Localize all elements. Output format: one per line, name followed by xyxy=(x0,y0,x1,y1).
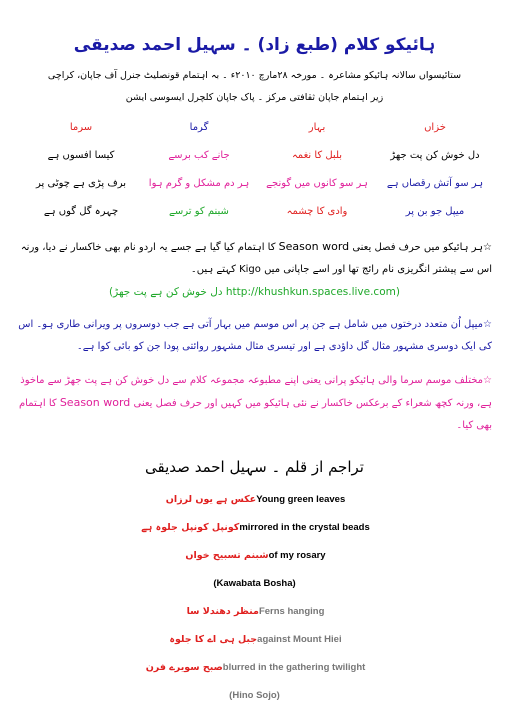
haiku-line-6 xyxy=(0,634,509,645)
grid-cell: جانے کب برسے xyxy=(168,150,230,161)
grid-cell: بلبل کا نغمہ xyxy=(291,150,343,161)
grid-cell: ہر سو کانوں میں گونجے xyxy=(266,178,368,189)
season-word-term-2: Season word xyxy=(59,396,131,409)
subtitle-organizers: زیر اہتمام جاپان ثقافتی مرکز ۔ پاک جاپان کلچرل ایسوسی ایشن xyxy=(125,92,384,103)
grid-cell: برف پڑی ہے چوٹی پر xyxy=(36,178,126,189)
haiku-english: Ferns hanging xyxy=(258,606,325,617)
haiku-urdu: منظر دھندلا سا xyxy=(186,606,259,617)
haiku-english: against Mount Hiei xyxy=(257,634,342,645)
haiku-line-2 xyxy=(0,522,509,533)
subtitle-event: ستائیسواں سالانہ ہائیکو مشاعرہ ۔ مورخہ ۲۸مارچ ۲۰۱۰ء ۔ بہ اہتمام قونصلیٹ جنرل آف جاپان، کراچی xyxy=(47,70,462,81)
season-winter: سرما xyxy=(69,122,93,133)
haiku-line-7 xyxy=(0,662,509,673)
haiku-line-8 xyxy=(0,690,509,701)
grid-cell: شبنم کو ترسے xyxy=(169,206,229,217)
haiku-urdu: شبنم تسبیح خواں xyxy=(185,550,269,561)
note-season-word xyxy=(18,236,492,281)
haiku-grid-row-3 xyxy=(22,206,494,226)
haiku-line-4 xyxy=(0,578,509,589)
grid-cell: کیسا افسوں ہے xyxy=(47,150,115,161)
translations-heading: تراجم از قلم ۔ سہیل احمد صدیقی xyxy=(145,458,364,476)
haiku-english: of my rosary xyxy=(268,550,326,561)
blog-link[interactable]: (دل خوش کن ہے پت جھڑ http://khushkun.spaces.live.com) xyxy=(109,286,400,298)
haiku-line-3 xyxy=(0,550,509,561)
grid-cell: چہرہ گل گوں ہے xyxy=(43,206,119,217)
haiku-grid-row-1 xyxy=(22,150,494,170)
grid-cell: ہر دم مشکل و گرم ہوا xyxy=(148,178,250,189)
haiku-line-1 xyxy=(0,494,509,505)
haiku-attribution: (Kawabata Bosha) xyxy=(213,578,296,589)
haiku-urdu: عکس ہے یوں لرزاں xyxy=(165,494,257,505)
haiku-english: mirrored in the crystal beads xyxy=(239,522,370,533)
haiku-urdu: کونپل کونپل جلوہ ہے xyxy=(141,522,240,533)
season-header-row xyxy=(22,122,494,142)
haiku-urdu: جبل ہی اے کا جلوہ xyxy=(169,634,258,645)
haiku-line-5 xyxy=(0,606,509,617)
grid-cell: ہر سو آتش رقصاں ہے xyxy=(386,178,484,189)
note-season-word-after: کا اہتمام کیا گیا ہے جسے یہ اردو نام بھی خاکسار نے دیا، ورنہ اس سے پیشتر انگریزی نام رائج تھا اور اسے جاپانی میں Kigo کہتے ہیں۔ xyxy=(20,242,492,275)
page-title: ہائیکو کلام (طبع زاد) ۔ سہیل احمد صدیقی xyxy=(73,35,436,55)
note-winter-after: کا اہتمام بھی کیا۔ xyxy=(18,398,492,431)
grid-cell: وادی کا چشمہ xyxy=(286,206,348,217)
season-autumn: خزاں xyxy=(424,122,446,133)
note-winter-before: ☆مختلف موسم سرما والی ہائیکو پرانی یعنی اپنے مطبوعہ مجموعہ کلام سے دل خوش کن ہے پت جھڑ سے ماخوذ ہے، ورنہ کچھ شعراء کے برعکس خاکسار نے نئی ہائیکو میں کہیں اور حرف فصل یعنی xyxy=(20,375,492,409)
haiku-english: Young green leaves xyxy=(256,494,346,505)
haiku-attribution: (Hino Sojo) xyxy=(229,690,280,701)
season-summer: گرما xyxy=(189,122,209,133)
season-spring: بہار xyxy=(308,122,326,133)
haiku-english: blurred in the gathering twilight xyxy=(222,662,366,673)
haiku-grid-row-2 xyxy=(22,178,494,198)
season-word-term: Season word xyxy=(278,240,350,253)
note-maple: ☆میپل اُن متعدد درختوں میں شامل ہے جن پر اس موسم میں بہار آتی ہے جب دوسروں پر ویرانی طاری ہو۔ اس کی ایک دوسری مشہور مثال گل داؤدی ہے اور تیسری مثال مشہور روائتی پودا جن کو بائی کوا ہے۔ xyxy=(18,319,492,352)
grid-cell: دل خوش کن پت جھڑ xyxy=(390,150,480,161)
grid-cell: میپل جو بن پر xyxy=(405,206,465,217)
note-winter-haiku xyxy=(18,370,492,437)
note-season-word-before: ☆ہر ہائیکو میں حرف فصل یعنی xyxy=(352,242,492,253)
haiku-urdu: صبح سویرے فرن xyxy=(145,662,223,673)
